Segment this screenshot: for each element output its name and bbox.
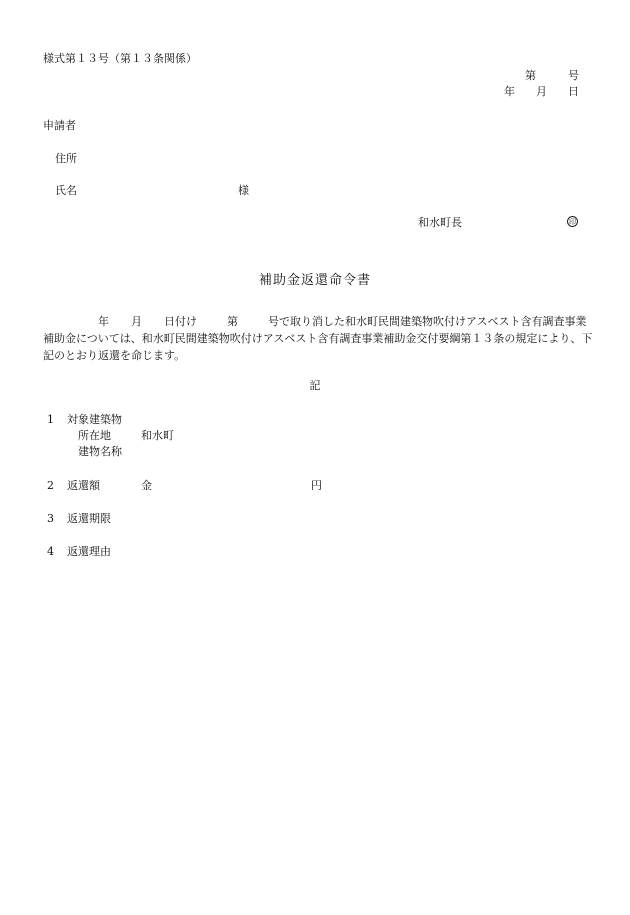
honorific-sama: 様 [238, 184, 249, 197]
date-year-label: 年 [504, 85, 515, 98]
body-number-prefix: 第 [227, 315, 238, 328]
item-3-number: 3 [47, 512, 54, 525]
body-line-1-text: 号で取り消した和水町民間建築物吹付けアスベスト含有調査事業 [268, 315, 587, 328]
amount-unit: 円 [311, 479, 322, 492]
item-4-number: 4 [47, 545, 54, 558]
ki-heading: 記 [309, 379, 321, 392]
body-line-3: 記のとおり返還を命じます。 [43, 349, 186, 362]
document-number-suffix: 号 [568, 69, 579, 82]
body-year: 年 [98, 315, 109, 328]
date-day-label: 日 [568, 85, 579, 98]
location-label: 所在地 [78, 429, 111, 442]
body-month: 月 [131, 315, 142, 328]
body-line-2: 補助金については、和水町民間建築物吹付けアスベスト含有調査事業補助金交付要綱第１３条の規定により、下 [43, 332, 593, 345]
date-month-label: 月 [536, 85, 547, 98]
item-1-label: 対象建築物 [67, 413, 122, 426]
building-name-label: 建物名称 [78, 445, 122, 458]
body-date-suffix: 日付け [164, 315, 197, 328]
body-line-1 [43, 313, 591, 330]
applicant-label: 申請者 [43, 119, 76, 132]
amount-prefix: 金 [141, 479, 152, 492]
item-2-number: 2 [47, 479, 54, 492]
issuer-name: 和水町長 [418, 216, 462, 229]
location-value: 和水町 [141, 429, 174, 442]
address-label: 住所 [55, 152, 77, 165]
item-3-label: 返還期限 [67, 512, 111, 525]
item-1-number: 1 [47, 413, 54, 426]
seal-icon: 印 [569, 218, 576, 226]
document-number-prefix: 第 [525, 69, 536, 82]
name-label: 氏名 [55, 184, 77, 197]
body-paragraph [43, 313, 591, 364]
document-title: 補助金返還命令書 [258, 273, 371, 288]
form-number: 様式第１３号（第１３条関係） [43, 52, 197, 65]
item-4-label: 返還理由 [67, 545, 111, 558]
item-2-label: 返還額 [67, 479, 100, 492]
